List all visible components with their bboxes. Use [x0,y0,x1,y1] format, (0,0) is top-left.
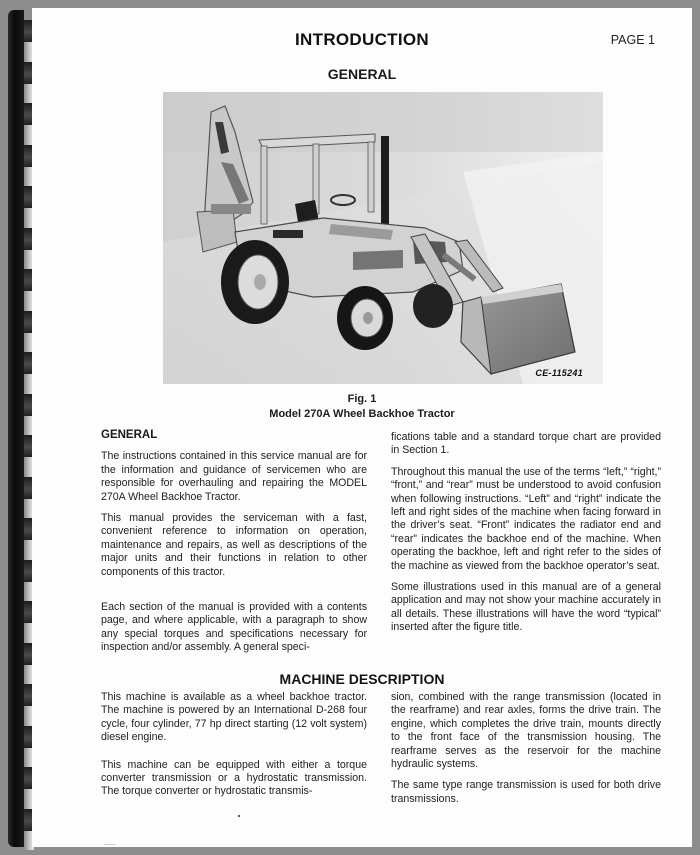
machine-paragraph: The same type range transmission is used for both drive transmissions. [391,779,661,805]
machine-paragraph: This machine can be equipped with either a torque converter transmission or a hydrostatic transmission. The torque converter or hydrostatic transmis- [101,758,367,798]
backhoe-tractor-photo [163,92,603,384]
figure-number: Fig. 1 [347,393,377,405]
exhaust-stack [381,136,389,224]
general-paragraph: Each section of the manual is provided with a contents page, and where applicable, with a paragraph to show any special torques and specifications necessary for inspection and/or assembly. A general speci- [101,601,367,654]
print-speck [238,815,240,817]
general-paragraph: This manual provides the serviceman with a fast, convenient reference to information on operation, maintenance and repairs, as well as descriptions of the major units and their functions in relation to other components of this tractor. [101,512,367,578]
manual-page [32,8,692,847]
general-right-column [391,431,661,643]
machine-paragraph: sion, combined with the range transmission (located in the rearframe) and rear axles, forms the drive train. The engine, which completes the drive train, mounts directly to the front face of the transmission housing. The rearframe serves as the reservoir for the machine hydraulic systems. [391,691,661,771]
binding-comb-spine [8,10,24,847]
page-title: INTRODUCTION [295,30,429,49]
machine-description-heading: MACHINE DESCRIPTION [279,671,445,687]
footer-mark [104,844,116,845]
general-paragraph: Some illustrations used in this manual are of a general application and may not show your machine accurately in all details. These illustrations will have the word “typical” inserted after the figure title. [391,581,661,634]
machine-left-column [101,691,367,807]
far-front-wheel [413,284,453,328]
machine-right-column [391,691,661,814]
machine-paragraph: This machine is available as a wheel backhoe tractor. The machine is powered by an International D-268 four cycle, four cylinder, 77 hp direct starting (12 volt system) diesel engine. [101,691,367,744]
general-paragraph: fications table and a standard torque chart are provided in Section 1. [391,431,661,457]
general-paragraph: The instructions contained in this service manual are for the information and guidance of servicemen who are responsible for overhauling and repairing the MODEL 270A Wheel Backhoe Tractor. [101,450,367,503]
section-title: GENERAL [327,66,397,82]
front-wheel [337,286,393,350]
figure-title: Model 270A Wheel Backhoe Tractor [269,408,455,420]
photo-id: CE-115241 [535,368,583,378]
rear-wheel [221,240,289,324]
general-heading: GENERAL [101,429,158,441]
backhoe-tractor-illustration [163,92,603,384]
general-left-column [101,429,367,663]
figure-caption [32,392,692,422]
page-number: PAGE 1 [610,33,655,47]
general-paragraph: Throughout this manual the use of the terms “left,” “right,” “front,” and “rear” must be understood to avoid confusion when following instructions. “Left” and “right” indicate the left and right sides of the machine when facing forward in the driver’s seat. “Front” indicates the radiator end and “rear” indicates the backhoe end of the machine. When operating the backhoe, left and right refer to the sides of the machine as viewed from the backhoe operator’s seat. [391,465,661,572]
